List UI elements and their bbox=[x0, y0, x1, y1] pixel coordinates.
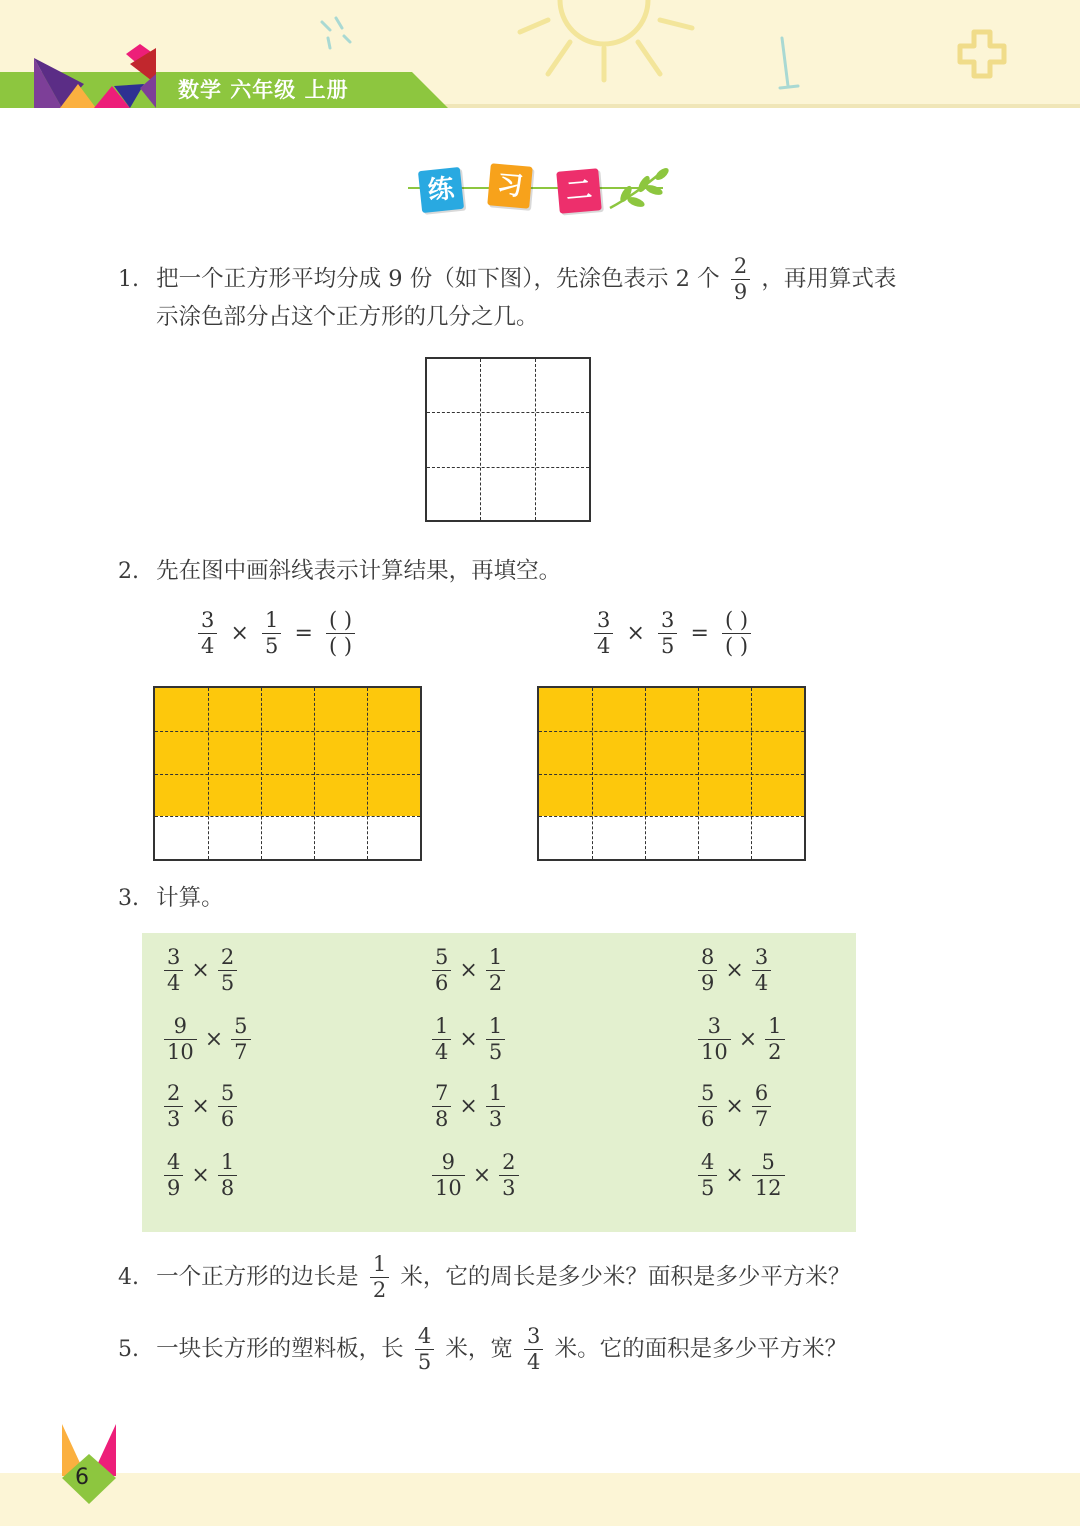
frac-den: 10 bbox=[435, 1176, 462, 1200]
calc-item bbox=[160, 947, 241, 994]
q5-number: 5. bbox=[118, 1336, 139, 1362]
q2-left-expression bbox=[194, 610, 359, 657]
frac-num: 9 bbox=[164, 1016, 197, 1040]
frac-den: 10 bbox=[701, 1040, 728, 1064]
calc-item bbox=[160, 1083, 241, 1130]
q4-line bbox=[118, 1254, 850, 1301]
times-sign: × bbox=[191, 1094, 210, 1119]
calc-item bbox=[428, 1083, 509, 1130]
blank-num[interactable]: ( ) bbox=[326, 610, 355, 634]
times-sign: × bbox=[459, 1027, 478, 1052]
q2-line bbox=[118, 555, 561, 588]
tangram-logo bbox=[34, 44, 164, 108]
q1-text-a: 把一个正方形平均分成 9 份（如下图），先涂色表示 2 个 bbox=[156, 265, 720, 292]
q2-text: 先在图中画斜线表示计算结果，再填空。 bbox=[156, 558, 562, 584]
equals-sign: = bbox=[294, 621, 313, 646]
leaf-icon bbox=[606, 164, 670, 214]
calc-item bbox=[160, 1152, 241, 1199]
grid-divider bbox=[155, 816, 420, 817]
frac-num: 9 bbox=[432, 1152, 465, 1176]
times-sign: × bbox=[459, 1094, 478, 1119]
q1-number: 1. bbox=[118, 266, 139, 292]
times-sign: × bbox=[204, 1027, 224, 1052]
frac-num: 3 bbox=[658, 610, 677, 634]
frac-num: 2 bbox=[218, 947, 237, 971]
frac-num: 2 bbox=[164, 1083, 183, 1107]
frac-den: 5 bbox=[220, 971, 235, 995]
frac-num: 5 bbox=[231, 1016, 250, 1040]
frac-num: 3 bbox=[524, 1326, 543, 1350]
frac-den: 4 bbox=[527, 1350, 541, 1374]
frac-num: 4 bbox=[415, 1326, 434, 1350]
frac-den: 4 bbox=[597, 634, 611, 658]
frac-num: 3 bbox=[198, 610, 217, 634]
frac-num: 8 bbox=[698, 947, 717, 971]
blank-den[interactable]: ( ) bbox=[725, 634, 749, 658]
title-badge-2: 习 bbox=[487, 163, 533, 209]
frac-num: 1 bbox=[370, 1254, 389, 1278]
frac-num: 1 bbox=[486, 1083, 505, 1107]
frac-den: 4 bbox=[201, 634, 215, 658]
header-title: 数学 六年级 上册 bbox=[178, 78, 349, 102]
grid-divider bbox=[155, 774, 420, 775]
q3-line bbox=[118, 882, 224, 915]
equals-sign: = bbox=[690, 621, 709, 646]
grid-divider bbox=[539, 774, 804, 775]
calc-item bbox=[428, 1152, 523, 1199]
frac-num: 1 bbox=[486, 947, 505, 971]
q4-fraction bbox=[370, 1254, 389, 1301]
frac-num: 5 bbox=[698, 1083, 717, 1107]
q5-fraction-length bbox=[415, 1326, 434, 1373]
frac-num: 1 bbox=[218, 1152, 237, 1176]
q4-number: 4. bbox=[118, 1264, 139, 1290]
frac-den: 7 bbox=[234, 1040, 248, 1064]
frac-den: 9 bbox=[167, 1176, 181, 1200]
frac-den: 3 bbox=[502, 1176, 516, 1200]
frac-num: 2 bbox=[499, 1152, 518, 1176]
frac-num: 5 bbox=[432, 947, 451, 971]
grid-divider bbox=[155, 731, 420, 732]
frac-den: 5 bbox=[265, 634, 279, 658]
title-badge-1: 练 bbox=[418, 167, 464, 213]
times-sign: × bbox=[472, 1163, 492, 1188]
q1-fraction bbox=[731, 256, 750, 303]
q3-number: 3. bbox=[118, 886, 139, 911]
calc-item bbox=[160, 1016, 255, 1063]
frac-num: 1 bbox=[432, 1016, 451, 1040]
frac-den: 5 bbox=[417, 1350, 432, 1374]
frac-den: 5 bbox=[661, 634, 675, 658]
times-sign: × bbox=[230, 621, 249, 646]
q3-calc-panel bbox=[142, 933, 856, 1232]
times-sign: × bbox=[459, 958, 478, 983]
frac-num: 1 bbox=[262, 610, 281, 634]
frac-num: 5 bbox=[752, 1152, 785, 1176]
frac-num: 6 bbox=[752, 1083, 771, 1107]
times-sign: × bbox=[725, 1094, 744, 1119]
q1-frac-num: 2 bbox=[731, 256, 750, 280]
blank-num[interactable]: ( ) bbox=[722, 610, 751, 634]
title-badge-3: 二 bbox=[556, 168, 602, 214]
q3-text: 计算。 bbox=[156, 885, 224, 911]
q5-line bbox=[118, 1326, 847, 1373]
frac-num: 4 bbox=[698, 1152, 717, 1176]
frac-num: 3 bbox=[594, 610, 613, 634]
q5-text-c: 米。它的面积是多少平方米？ bbox=[554, 1335, 848, 1362]
calc-item bbox=[428, 1016, 509, 1063]
answer-blank[interactable] bbox=[326, 610, 355, 657]
times-sign: × bbox=[725, 1163, 744, 1188]
footer-bar bbox=[0, 1473, 1080, 1526]
page-number: 6 bbox=[75, 1465, 89, 1490]
q4-text-b: 米，它的周长是多少米？面积是多少平方米？ bbox=[400, 1263, 851, 1290]
frac-den: 12 bbox=[754, 1176, 782, 1200]
grid-divider bbox=[539, 816, 804, 817]
frac-den: 4 bbox=[167, 971, 181, 995]
calc-item bbox=[694, 947, 775, 994]
times-sign: × bbox=[626, 621, 645, 646]
calc-item bbox=[428, 947, 509, 994]
frac-den: 2 bbox=[372, 1278, 387, 1302]
frac-num: 3 bbox=[698, 1016, 731, 1040]
times-sign: × bbox=[191, 1163, 210, 1188]
frac-den: 3 bbox=[488, 1107, 503, 1131]
q1-text-b: ，再用算式表 bbox=[761, 265, 897, 292]
frac-num: 3 bbox=[752, 947, 771, 971]
shaded-region bbox=[155, 688, 420, 816]
q5-fraction-width bbox=[524, 1326, 543, 1373]
frac-num: 3 bbox=[164, 947, 183, 971]
frac-den: 6 bbox=[220, 1107, 235, 1131]
frac-den: 5 bbox=[701, 1176, 715, 1200]
times-sign: × bbox=[725, 958, 744, 983]
calc-item bbox=[694, 1083, 775, 1130]
frac-den: 5 bbox=[488, 1040, 503, 1064]
sun-icon bbox=[560, 0, 648, 44]
frac-num: 4 bbox=[164, 1152, 183, 1176]
frac-den: 6 bbox=[701, 1107, 715, 1131]
calc-item bbox=[694, 1152, 789, 1199]
frac-den: 2 bbox=[488, 971, 503, 995]
blank-den[interactable]: ( ) bbox=[329, 634, 353, 658]
frac-num: 1 bbox=[486, 1016, 505, 1040]
frac-den: 2 bbox=[768, 1040, 782, 1064]
q5-text-a: 一块长方形的塑料板，长 bbox=[156, 1335, 404, 1362]
frac-den: 7 bbox=[754, 1107, 769, 1131]
frac-num: 5 bbox=[218, 1083, 237, 1107]
q5-text-b: 米，宽 bbox=[445, 1335, 513, 1362]
frac-den: 4 bbox=[754, 971, 769, 995]
frac-den: 8 bbox=[220, 1176, 235, 1200]
times-sign: × bbox=[738, 1027, 758, 1052]
frac-den: 9 bbox=[701, 971, 715, 995]
frac-den: 8 bbox=[435, 1107, 449, 1131]
frac-den: 3 bbox=[167, 1107, 181, 1131]
shaded-region bbox=[539, 688, 804, 816]
q1-square-grid[interactable] bbox=[425, 357, 591, 522]
frac-den: 6 bbox=[435, 971, 449, 995]
grid-divider bbox=[539, 731, 804, 732]
q2-right-grid[interactable] bbox=[537, 686, 806, 861]
q1-frac-den: 9 bbox=[733, 280, 748, 304]
frac-num: 7 bbox=[432, 1083, 451, 1107]
times-sign: × bbox=[191, 958, 210, 983]
plus-icon bbox=[960, 32, 1004, 76]
frac-num: 1 bbox=[765, 1016, 784, 1040]
q2-left-grid[interactable] bbox=[153, 686, 422, 861]
q4-text-a: 一个正方形的边长是 bbox=[156, 1263, 359, 1290]
frac-den: 10 bbox=[167, 1040, 194, 1064]
calc-item bbox=[694, 1016, 789, 1063]
answer-blank[interactable] bbox=[722, 610, 751, 657]
q2-number: 2. bbox=[118, 559, 139, 584]
q1-line-2: 示涂色部分占这个正方形的几分之几。 bbox=[156, 304, 539, 330]
frac-den: 4 bbox=[435, 1040, 449, 1064]
q1-line-1 bbox=[118, 256, 896, 303]
q2-right-expression bbox=[590, 610, 755, 657]
